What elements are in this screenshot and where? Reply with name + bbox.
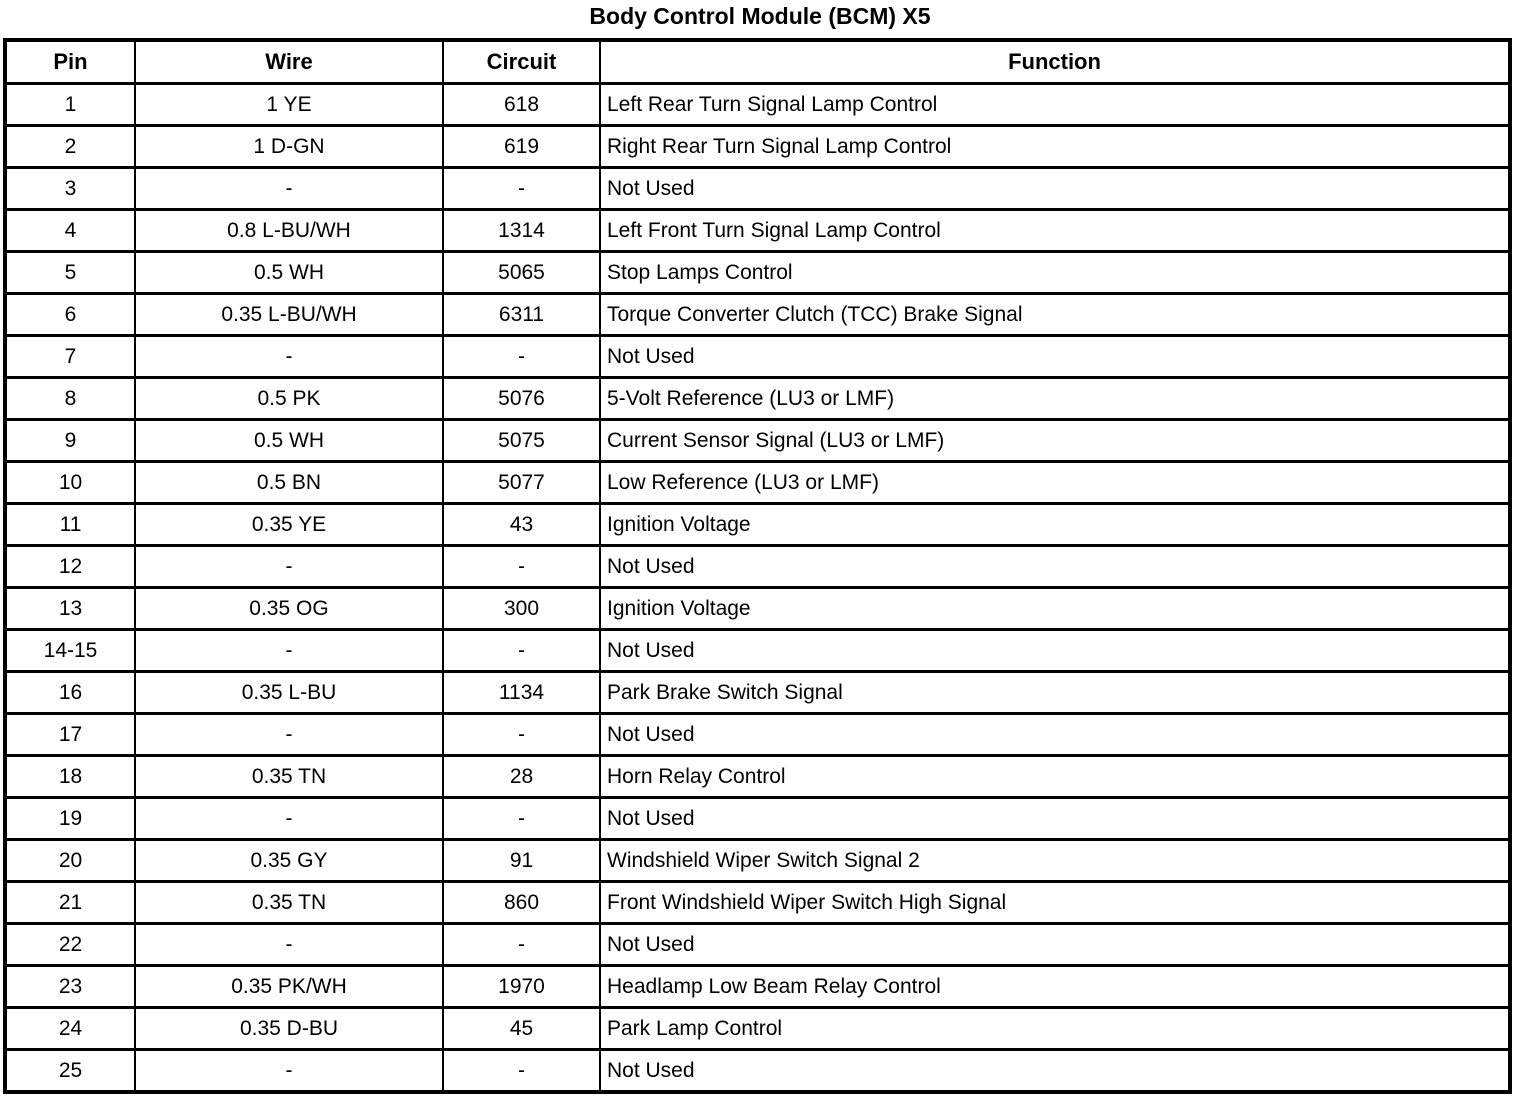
pin-cell: 16	[5, 672, 135, 714]
pin-cell: 23	[5, 966, 135, 1008]
function-cell: Park Lamp Control	[600, 1008, 1510, 1050]
pin-cell: 6	[5, 294, 135, 336]
table-row	[5, 840, 1510, 882]
function-cell: Not Used	[600, 546, 1510, 588]
table-row	[5, 798, 1510, 840]
wire-cell: 1 D-GN	[135, 126, 443, 168]
circuit-cell: 28	[443, 756, 600, 798]
function-cell: Right Rear Turn Signal Lamp Control	[600, 126, 1510, 168]
function-cell: Not Used	[600, 924, 1510, 966]
pin-cell: 4	[5, 210, 135, 252]
pin-cell: 8	[5, 378, 135, 420]
pin-cell: 17	[5, 714, 135, 756]
wire-cell: 1 YE	[135, 84, 443, 126]
circuit-cell: 5065	[443, 252, 600, 294]
pin-cell: 21	[5, 882, 135, 924]
pin-cell: 25	[5, 1050, 135, 1093]
pin-cell: 13	[5, 588, 135, 630]
wire-cell: -	[135, 546, 443, 588]
pin-cell: 24	[5, 1008, 135, 1050]
wire-cell: 0.35 YE	[135, 504, 443, 546]
circuit-cell: -	[443, 546, 600, 588]
table-row	[5, 252, 1510, 294]
function-cell: Headlamp Low Beam Relay Control	[600, 966, 1510, 1008]
table-row	[5, 462, 1510, 504]
circuit-cell: -	[443, 168, 600, 210]
circuit-cell: -	[443, 1050, 600, 1093]
pin-cell: 11	[5, 504, 135, 546]
wire-cell: -	[135, 714, 443, 756]
wire-cell: 0.35 OG	[135, 588, 443, 630]
circuit-cell: -	[443, 630, 600, 672]
wire-cell: 0.5 BN	[135, 462, 443, 504]
function-cell: Front Windshield Wiper Switch High Signal	[600, 882, 1510, 924]
table-row	[5, 924, 1510, 966]
header-row	[5, 40, 1510, 84]
circuit-cell: 300	[443, 588, 600, 630]
pin-cell: 18	[5, 756, 135, 798]
col-header-circuit: Circuit	[443, 40, 600, 84]
function-cell: Current Sensor Signal (LU3 or LMF)	[600, 420, 1510, 462]
bcm-x5-pinout-table	[3, 38, 1512, 1094]
wire-cell: 0.5 PK	[135, 378, 443, 420]
wire-cell: 0.35 L-BU/WH	[135, 294, 443, 336]
circuit-cell: 6311	[443, 294, 600, 336]
table-row	[5, 1050, 1510, 1093]
pin-cell: 1	[5, 84, 135, 126]
wire-cell: 0.35 D-BU	[135, 1008, 443, 1050]
function-cell: Left Rear Turn Signal Lamp Control	[600, 84, 1510, 126]
function-cell: Not Used	[600, 798, 1510, 840]
table-row	[5, 630, 1510, 672]
circuit-cell: -	[443, 714, 600, 756]
function-cell: Not Used	[600, 336, 1510, 378]
wire-cell: -	[135, 924, 443, 966]
circuit-cell: 5075	[443, 420, 600, 462]
function-cell: Not Used	[600, 1050, 1510, 1093]
circuit-cell: 5077	[443, 462, 600, 504]
wire-cell: 0.35 PK/WH	[135, 966, 443, 1008]
col-header-pin: Pin	[5, 40, 135, 84]
table-row	[5, 168, 1510, 210]
wire-cell: 0.35 L-BU	[135, 672, 443, 714]
wire-cell: 0.35 GY	[135, 840, 443, 882]
pin-cell: 9	[5, 420, 135, 462]
table-row	[5, 378, 1510, 420]
table-row	[5, 756, 1510, 798]
pin-cell: 2	[5, 126, 135, 168]
wire-cell: -	[135, 630, 443, 672]
circuit-cell: -	[443, 798, 600, 840]
circuit-cell: -	[443, 336, 600, 378]
circuit-cell: 45	[443, 1008, 600, 1050]
circuit-cell: 619	[443, 126, 600, 168]
pin-cell: 14-15	[5, 630, 135, 672]
table-row	[5, 294, 1510, 336]
function-cell: Torque Converter Clutch (TCC) Brake Signal	[600, 294, 1510, 336]
pin-cell: 22	[5, 924, 135, 966]
wire-cell: -	[135, 1050, 443, 1093]
circuit-cell: 5076	[443, 378, 600, 420]
pin-cell: 10	[5, 462, 135, 504]
function-cell: Windshield Wiper Switch Signal 2	[600, 840, 1510, 882]
circuit-cell: 1134	[443, 672, 600, 714]
wire-cell: 0.35 TN	[135, 882, 443, 924]
col-header-wire: Wire	[135, 40, 443, 84]
function-cell: Not Used	[600, 630, 1510, 672]
wire-cell: -	[135, 336, 443, 378]
page-title: Body Control Module (BCM) X5	[589, 3, 931, 29]
pin-cell: 5	[5, 252, 135, 294]
col-header-function: Function	[600, 40, 1510, 84]
circuit-cell: 860	[443, 882, 600, 924]
wire-cell: 0.5 WH	[135, 252, 443, 294]
function-cell: Park Brake Switch Signal	[600, 672, 1510, 714]
table-row	[5, 546, 1510, 588]
function-cell: Horn Relay Control	[600, 756, 1510, 798]
table-row	[5, 1008, 1510, 1050]
table-row	[5, 672, 1510, 714]
function-cell: Not Used	[600, 714, 1510, 756]
wire-cell: 0.35 TN	[135, 756, 443, 798]
wire-cell: -	[135, 798, 443, 840]
table-row	[5, 210, 1510, 252]
table-row	[5, 966, 1510, 1008]
table-row	[5, 420, 1510, 462]
function-cell: Not Used	[600, 168, 1510, 210]
table-row	[5, 504, 1510, 546]
wire-cell: 0.8 L-BU/WH	[135, 210, 443, 252]
circuit-cell: 1970	[443, 966, 600, 1008]
table-row	[5, 588, 1510, 630]
pin-cell: 7	[5, 336, 135, 378]
function-cell: Stop Lamps Control	[600, 252, 1510, 294]
wire-cell: -	[135, 168, 443, 210]
pin-cell: 20	[5, 840, 135, 882]
function-cell: Ignition Voltage	[600, 504, 1510, 546]
function-cell: Ignition Voltage	[600, 588, 1510, 630]
circuit-cell: -	[443, 924, 600, 966]
pin-cell: 12	[5, 546, 135, 588]
table-row	[5, 336, 1510, 378]
circuit-cell: 618	[443, 84, 600, 126]
circuit-cell: 43	[443, 504, 600, 546]
wire-cell: 0.5 WH	[135, 420, 443, 462]
function-cell: Left Front Turn Signal Lamp Control	[600, 210, 1510, 252]
table-row	[5, 126, 1510, 168]
circuit-cell: 91	[443, 840, 600, 882]
circuit-cell: 1314	[443, 210, 600, 252]
table-row	[5, 84, 1510, 126]
pin-cell: 3	[5, 168, 135, 210]
function-cell: 5-Volt Reference (LU3 or LMF)	[600, 378, 1510, 420]
table-row	[5, 714, 1510, 756]
table-row	[5, 882, 1510, 924]
pin-cell: 19	[5, 798, 135, 840]
function-cell: Low Reference (LU3 or LMF)	[600, 462, 1510, 504]
